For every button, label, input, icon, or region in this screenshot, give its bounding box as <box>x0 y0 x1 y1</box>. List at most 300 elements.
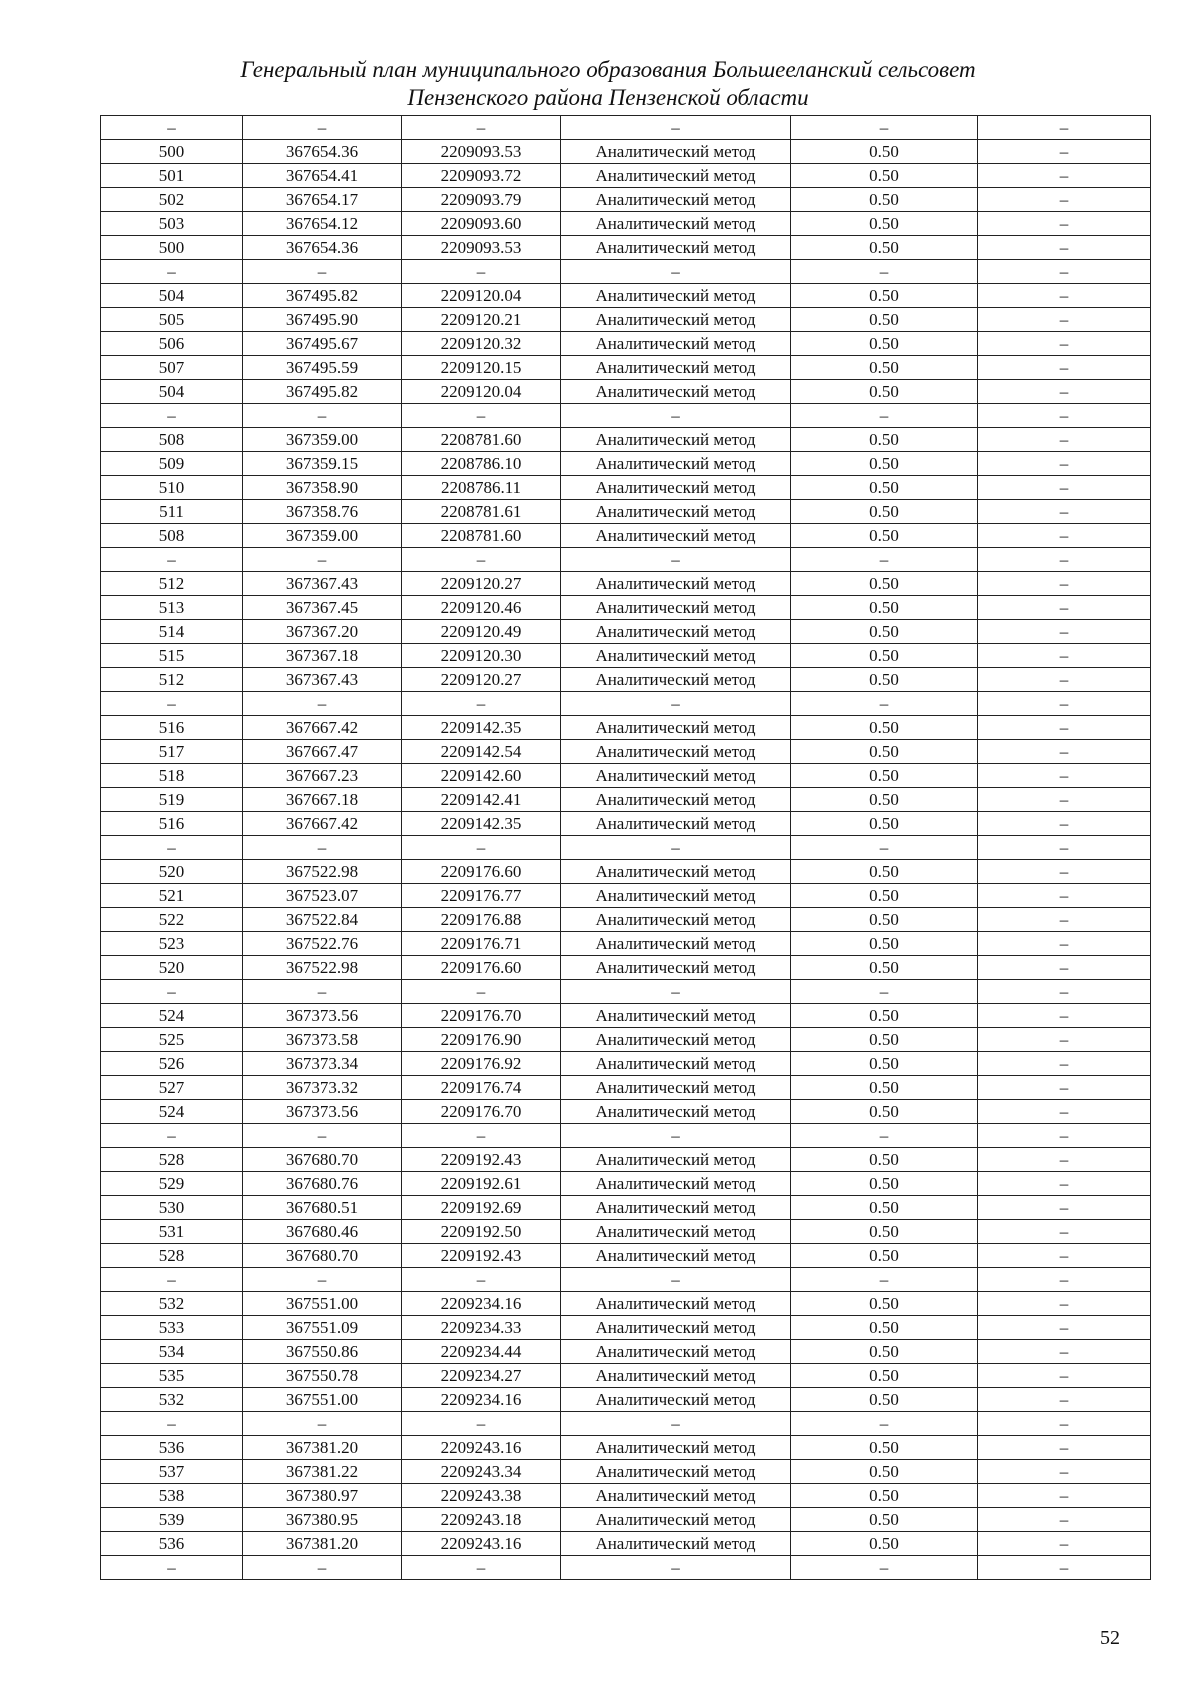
y-coordinate-cell: 2209243.18 <box>402 1508 561 1532</box>
table-row <box>101 812 1151 836</box>
y-coordinate-cell: 2209176.71 <box>402 932 561 956</box>
accuracy-cell: – <box>791 116 978 140</box>
method-cell: Аналитический метод <box>561 164 791 188</box>
method-cell: – <box>561 1268 791 1292</box>
method-cell: Аналитический метод <box>561 620 791 644</box>
table-row <box>101 524 1151 548</box>
y-coordinate-cell: 2209192.43 <box>402 1244 561 1268</box>
table-row <box>101 668 1151 692</box>
y-coordinate-cell: – <box>402 1124 561 1148</box>
point-number-cell: 508 <box>101 428 243 452</box>
description-cell: – <box>978 836 1151 860</box>
point-number-cell: 530 <box>101 1196 243 1220</box>
x-coordinate-cell: 367680.70 <box>243 1148 402 1172</box>
method-cell: Аналитический метод <box>561 188 791 212</box>
method-cell: Аналитический метод <box>561 212 791 236</box>
description-cell: – <box>978 212 1151 236</box>
method-cell: Аналитический метод <box>561 1508 791 1532</box>
accuracy-cell: 0.50 <box>791 1364 978 1388</box>
description-cell: – <box>978 188 1151 212</box>
description-cell: – <box>978 524 1151 548</box>
description-cell: – <box>978 1100 1151 1124</box>
table-row <box>101 140 1151 164</box>
method-cell: Аналитический метод <box>561 428 791 452</box>
accuracy-cell: 0.50 <box>791 1460 978 1484</box>
description-cell: – <box>978 620 1151 644</box>
y-coordinate-cell: 2209176.92 <box>402 1052 561 1076</box>
x-coordinate-cell: 367367.45 <box>243 596 402 620</box>
description-cell: – <box>978 1388 1151 1412</box>
description-cell: – <box>978 644 1151 668</box>
point-number-cell: 514 <box>101 620 243 644</box>
point-number-cell: 532 <box>101 1292 243 1316</box>
description-cell: – <box>978 1172 1151 1196</box>
x-coordinate-cell: 367667.47 <box>243 740 402 764</box>
accuracy-cell: 0.50 <box>791 236 978 260</box>
description-cell: – <box>978 764 1151 788</box>
point-number-cell: 536 <box>101 1436 243 1460</box>
x-coordinate-cell: 367359.15 <box>243 452 402 476</box>
description-cell: – <box>978 308 1151 332</box>
table-row <box>101 1316 1151 1340</box>
method-cell: – <box>561 692 791 716</box>
y-coordinate-cell: 2209176.60 <box>402 956 561 980</box>
y-coordinate-cell: – <box>402 692 561 716</box>
point-number-cell: – <box>101 116 243 140</box>
method-cell: Аналитический метод <box>561 1196 791 1220</box>
accuracy-cell: – <box>791 1556 978 1580</box>
x-coordinate-cell: 367654.36 <box>243 140 402 164</box>
x-coordinate-cell: 367654.36 <box>243 236 402 260</box>
x-coordinate-cell: 367358.90 <box>243 476 402 500</box>
point-number-cell: 500 <box>101 236 243 260</box>
description-cell: – <box>978 908 1151 932</box>
table-row <box>101 476 1151 500</box>
table-row <box>101 572 1151 596</box>
description-cell: – <box>978 1460 1151 1484</box>
table-row <box>101 1244 1151 1268</box>
accuracy-cell: – <box>791 548 978 572</box>
y-coordinate-cell: 2209176.60 <box>402 860 561 884</box>
header-line-2: Пензенского района Пензенской области <box>407 85 809 110</box>
method-cell: Аналитический метод <box>561 236 791 260</box>
method-cell: Аналитический метод <box>561 1100 791 1124</box>
separator-row <box>101 260 1151 284</box>
x-coordinate-cell: 367550.78 <box>243 1364 402 1388</box>
point-number-cell: 529 <box>101 1172 243 1196</box>
table-row <box>101 1508 1151 1532</box>
accuracy-cell: 0.50 <box>791 308 978 332</box>
x-coordinate-cell: 367381.22 <box>243 1460 402 1484</box>
accuracy-cell: 0.50 <box>791 452 978 476</box>
point-number-cell: – <box>101 980 243 1004</box>
accuracy-cell: 0.50 <box>791 932 978 956</box>
accuracy-cell: 0.50 <box>791 524 978 548</box>
description-cell: – <box>978 884 1151 908</box>
description-cell: – <box>978 1364 1151 1388</box>
description-cell: – <box>978 548 1151 572</box>
description-cell: – <box>978 164 1151 188</box>
accuracy-cell: 0.50 <box>791 1244 978 1268</box>
method-cell: Аналитический метод <box>561 1484 791 1508</box>
method-cell: Аналитический метод <box>561 740 791 764</box>
x-coordinate-cell: 367373.58 <box>243 1028 402 1052</box>
accuracy-cell: 0.50 <box>791 1196 978 1220</box>
x-coordinate-cell: 367667.42 <box>243 812 402 836</box>
y-coordinate-cell: 2209142.54 <box>402 740 561 764</box>
x-coordinate-cell: 367367.18 <box>243 644 402 668</box>
point-number-cell: 521 <box>101 884 243 908</box>
table-row <box>101 1460 1151 1484</box>
x-coordinate-cell: 367373.34 <box>243 1052 402 1076</box>
x-coordinate-cell: 367667.42 <box>243 716 402 740</box>
point-number-cell: 520 <box>101 860 243 884</box>
point-number-cell: 512 <box>101 572 243 596</box>
table-row <box>101 1004 1151 1028</box>
accuracy-cell: 0.50 <box>791 356 978 380</box>
point-number-cell: 519 <box>101 788 243 812</box>
description-cell: – <box>978 1412 1151 1436</box>
point-number-cell: 522 <box>101 908 243 932</box>
accuracy-cell: 0.50 <box>791 956 978 980</box>
accuracy-cell: – <box>791 836 978 860</box>
method-cell: Аналитический метод <box>561 284 791 308</box>
x-coordinate-cell: – <box>243 1556 402 1580</box>
point-number-cell: 524 <box>101 1004 243 1028</box>
method-cell: Аналитический метод <box>561 1460 791 1484</box>
x-coordinate-cell: 367551.00 <box>243 1292 402 1316</box>
y-coordinate-cell: 2208781.61 <box>402 500 561 524</box>
table-row <box>101 716 1151 740</box>
description-cell: – <box>978 956 1151 980</box>
accuracy-cell: 0.50 <box>791 1220 978 1244</box>
method-cell: Аналитический метод <box>561 1220 791 1244</box>
table-row <box>101 860 1151 884</box>
accuracy-cell: – <box>791 1124 978 1148</box>
method-cell: Аналитический метод <box>561 1340 791 1364</box>
y-coordinate-cell: 2209176.70 <box>402 1100 561 1124</box>
x-coordinate-cell: 367359.00 <box>243 428 402 452</box>
point-number-cell: 509 <box>101 452 243 476</box>
method-cell: – <box>561 1124 791 1148</box>
x-coordinate-cell: 367522.98 <box>243 956 402 980</box>
x-coordinate-cell: 367680.46 <box>243 1220 402 1244</box>
accuracy-cell: – <box>791 692 978 716</box>
x-coordinate-cell: 367381.20 <box>243 1532 402 1556</box>
description-cell: – <box>978 380 1151 404</box>
method-cell: Аналитический метод <box>561 1244 791 1268</box>
point-number-cell: – <box>101 1124 243 1148</box>
description-cell: – <box>978 1292 1151 1316</box>
accuracy-cell: 0.50 <box>791 764 978 788</box>
description-cell: – <box>978 812 1151 836</box>
separator-row <box>101 980 1151 1004</box>
separator-row <box>101 1268 1151 1292</box>
method-cell: – <box>561 980 791 1004</box>
page-number: 52 <box>1100 1627 1120 1649</box>
method-cell: Аналитический метод <box>561 1436 791 1460</box>
description-cell: – <box>978 860 1151 884</box>
accuracy-cell: 0.50 <box>791 476 978 500</box>
description-cell: – <box>978 428 1151 452</box>
accuracy-cell: 0.50 <box>791 1484 978 1508</box>
x-coordinate-cell: 367381.20 <box>243 1436 402 1460</box>
description-cell: – <box>978 572 1151 596</box>
y-coordinate-cell: 2208781.60 <box>402 524 561 548</box>
description-cell: – <box>978 476 1151 500</box>
y-coordinate-cell: 2209142.35 <box>402 716 561 740</box>
description-cell: – <box>978 980 1151 1004</box>
description-cell: – <box>978 1508 1151 1532</box>
table-row <box>101 1196 1151 1220</box>
y-coordinate-cell: – <box>402 1556 561 1580</box>
point-number-cell: 500 <box>101 140 243 164</box>
y-coordinate-cell: 2209234.16 <box>402 1292 561 1316</box>
x-coordinate-cell: 367495.59 <box>243 356 402 380</box>
table-row <box>101 1148 1151 1172</box>
x-coordinate-cell: – <box>243 1412 402 1436</box>
method-cell: Аналитический метод <box>561 1076 791 1100</box>
method-cell: – <box>561 548 791 572</box>
method-cell: Аналитический метод <box>561 812 791 836</box>
point-number-cell: 506 <box>101 332 243 356</box>
y-coordinate-cell: 2209093.60 <box>402 212 561 236</box>
accuracy-cell: 0.50 <box>791 620 978 644</box>
y-coordinate-cell: 2209120.04 <box>402 284 561 308</box>
point-number-cell: 507 <box>101 356 243 380</box>
x-coordinate-cell: 367373.56 <box>243 1100 402 1124</box>
x-coordinate-cell: 367367.43 <box>243 572 402 596</box>
y-coordinate-cell: 2209234.44 <box>402 1340 561 1364</box>
method-cell: Аналитический метод <box>561 1004 791 1028</box>
y-coordinate-cell: 2209243.38 <box>402 1484 561 1508</box>
y-coordinate-cell: – <box>402 980 561 1004</box>
accuracy-cell: 0.50 <box>791 1388 978 1412</box>
point-number-cell: – <box>101 1268 243 1292</box>
table-row <box>101 1364 1151 1388</box>
point-number-cell: 518 <box>101 764 243 788</box>
accuracy-cell: – <box>791 404 978 428</box>
table-row <box>101 1076 1151 1100</box>
y-coordinate-cell: 2209176.77 <box>402 884 561 908</box>
accuracy-cell: 0.50 <box>791 1532 978 1556</box>
y-coordinate-cell: 2209120.30 <box>402 644 561 668</box>
point-number-cell: 535 <box>101 1364 243 1388</box>
table-row <box>101 164 1151 188</box>
accuracy-cell: – <box>791 980 978 1004</box>
x-coordinate-cell: 367523.07 <box>243 884 402 908</box>
method-cell: – <box>561 1412 791 1436</box>
description-cell: – <box>978 1052 1151 1076</box>
method-cell: Аналитический метод <box>561 380 791 404</box>
table-row <box>101 1028 1151 1052</box>
table-row <box>101 620 1151 644</box>
point-number-cell: – <box>101 404 243 428</box>
accuracy-cell: 0.50 <box>791 884 978 908</box>
y-coordinate-cell: – <box>402 260 561 284</box>
description-cell: – <box>978 332 1151 356</box>
x-coordinate-cell: – <box>243 1124 402 1148</box>
x-coordinate-cell: 367380.97 <box>243 1484 402 1508</box>
table-row <box>101 1388 1151 1412</box>
x-coordinate-cell: 367359.00 <box>243 524 402 548</box>
method-cell: Аналитический метод <box>561 524 791 548</box>
y-coordinate-cell: 2209243.16 <box>402 1532 561 1556</box>
y-coordinate-cell: – <box>402 548 561 572</box>
x-coordinate-cell: 367495.82 <box>243 380 402 404</box>
point-number-cell: 516 <box>101 812 243 836</box>
table-row <box>101 1220 1151 1244</box>
accuracy-cell: 0.50 <box>791 1316 978 1340</box>
point-number-cell: – <box>101 548 243 572</box>
accuracy-cell: 0.50 <box>791 1340 978 1364</box>
point-number-cell: 510 <box>101 476 243 500</box>
y-coordinate-cell: 2209093.79 <box>402 188 561 212</box>
y-coordinate-cell: 2209176.90 <box>402 1028 561 1052</box>
table-row <box>101 1340 1151 1364</box>
separator-row <box>101 116 1151 140</box>
point-number-cell: 504 <box>101 284 243 308</box>
x-coordinate-cell: 367358.76 <box>243 500 402 524</box>
separator-row <box>101 1556 1151 1580</box>
y-coordinate-cell: 2209176.70 <box>402 1004 561 1028</box>
method-cell: Аналитический метод <box>561 1028 791 1052</box>
description-cell: – <box>978 716 1151 740</box>
accuracy-cell: 0.50 <box>791 1028 978 1052</box>
description-cell: – <box>978 356 1151 380</box>
table-row <box>101 188 1151 212</box>
x-coordinate-cell: 367380.95 <box>243 1508 402 1532</box>
accuracy-cell: 0.50 <box>791 908 978 932</box>
table-row <box>101 1436 1151 1460</box>
description-cell: – <box>978 1244 1151 1268</box>
description-cell: – <box>978 236 1151 260</box>
description-cell: – <box>978 500 1151 524</box>
x-coordinate-cell: 367367.20 <box>243 620 402 644</box>
description-cell: – <box>978 1076 1151 1100</box>
method-cell: – <box>561 836 791 860</box>
table-row <box>101 956 1151 980</box>
method-cell: Аналитический метод <box>561 716 791 740</box>
description-cell: – <box>978 1124 1151 1148</box>
point-number-cell: 525 <box>101 1028 243 1052</box>
method-cell: – <box>561 260 791 284</box>
point-number-cell: 539 <box>101 1508 243 1532</box>
y-coordinate-cell: – <box>402 1412 561 1436</box>
separator-row <box>101 1124 1151 1148</box>
accuracy-cell: 0.50 <box>791 1148 978 1172</box>
separator-row <box>101 836 1151 860</box>
y-coordinate-cell: 2209093.53 <box>402 236 561 260</box>
y-coordinate-cell: 2209093.53 <box>402 140 561 164</box>
accuracy-cell: 0.50 <box>791 596 978 620</box>
separator-row <box>101 404 1151 428</box>
point-number-cell: 517 <box>101 740 243 764</box>
method-cell: Аналитический метод <box>561 572 791 596</box>
x-coordinate-cell: 367373.56 <box>243 1004 402 1028</box>
table-row <box>101 740 1151 764</box>
table-row <box>101 332 1151 356</box>
y-coordinate-cell: – <box>402 836 561 860</box>
accuracy-cell: 0.50 <box>791 1076 978 1100</box>
method-cell: Аналитический метод <box>561 764 791 788</box>
x-coordinate-cell: 367551.00 <box>243 1388 402 1412</box>
table-row <box>101 308 1151 332</box>
table-row <box>101 596 1151 620</box>
table-row <box>101 1484 1151 1508</box>
method-cell: Аналитический метод <box>561 956 791 980</box>
y-coordinate-cell: 2209142.41 <box>402 788 561 812</box>
y-coordinate-cell: 2208786.11 <box>402 476 561 500</box>
accuracy-cell: 0.50 <box>791 164 978 188</box>
description-cell: – <box>978 668 1151 692</box>
y-coordinate-cell: 2209234.16 <box>402 1388 561 1412</box>
y-coordinate-cell: 2209192.61 <box>402 1172 561 1196</box>
method-cell: Аналитический метод <box>561 1148 791 1172</box>
x-coordinate-cell: – <box>243 692 402 716</box>
point-number-cell: 511 <box>101 500 243 524</box>
method-cell: Аналитический метод <box>561 644 791 668</box>
y-coordinate-cell: 2209176.88 <box>402 908 561 932</box>
point-number-cell: 502 <box>101 188 243 212</box>
description-cell: – <box>978 284 1151 308</box>
point-number-cell: 520 <box>101 956 243 980</box>
y-coordinate-cell: 2209192.50 <box>402 1220 561 1244</box>
y-coordinate-cell: 2209176.74 <box>402 1076 561 1100</box>
x-coordinate-cell: 367522.84 <box>243 908 402 932</box>
method-cell: Аналитический метод <box>561 668 791 692</box>
x-coordinate-cell: – <box>243 1268 402 1292</box>
accuracy-cell: 0.50 <box>791 860 978 884</box>
x-coordinate-cell: 367495.67 <box>243 332 402 356</box>
method-cell: Аналитический метод <box>561 1364 791 1388</box>
x-coordinate-cell: – <box>243 548 402 572</box>
y-coordinate-cell: 2209120.32 <box>402 332 561 356</box>
point-number-cell: – <box>101 1412 243 1436</box>
x-coordinate-cell: 367667.23 <box>243 764 402 788</box>
method-cell: Аналитический метод <box>561 1292 791 1316</box>
table-row <box>101 1172 1151 1196</box>
description-cell: – <box>978 1340 1151 1364</box>
accuracy-cell: 0.50 <box>791 188 978 212</box>
description-cell: – <box>978 1196 1151 1220</box>
method-cell: – <box>561 1556 791 1580</box>
y-coordinate-cell: 2209142.60 <box>402 764 561 788</box>
separator-row <box>101 692 1151 716</box>
accuracy-cell: 0.50 <box>791 1052 978 1076</box>
method-cell: Аналитический метод <box>561 1388 791 1412</box>
method-cell: Аналитический метод <box>561 1172 791 1196</box>
y-coordinate-cell: 2209120.21 <box>402 308 561 332</box>
accuracy-cell: 0.50 <box>791 1508 978 1532</box>
accuracy-cell: 0.50 <box>791 1292 978 1316</box>
point-number-cell: 532 <box>101 1388 243 1412</box>
description-cell: – <box>978 692 1151 716</box>
accuracy-cell: 0.50 <box>791 668 978 692</box>
accuracy-cell: 0.50 <box>791 644 978 668</box>
x-coordinate-cell: – <box>243 260 402 284</box>
method-cell: Аналитический метод <box>561 1532 791 1556</box>
table-row <box>101 236 1151 260</box>
description-cell: – <box>978 1532 1151 1556</box>
description-cell: – <box>978 140 1151 164</box>
table-row <box>101 428 1151 452</box>
description-cell: – <box>978 1220 1151 1244</box>
y-coordinate-cell: 2209234.27 <box>402 1364 561 1388</box>
description-cell: – <box>978 1316 1151 1340</box>
x-coordinate-cell: 367495.82 <box>243 284 402 308</box>
table-row <box>101 452 1151 476</box>
